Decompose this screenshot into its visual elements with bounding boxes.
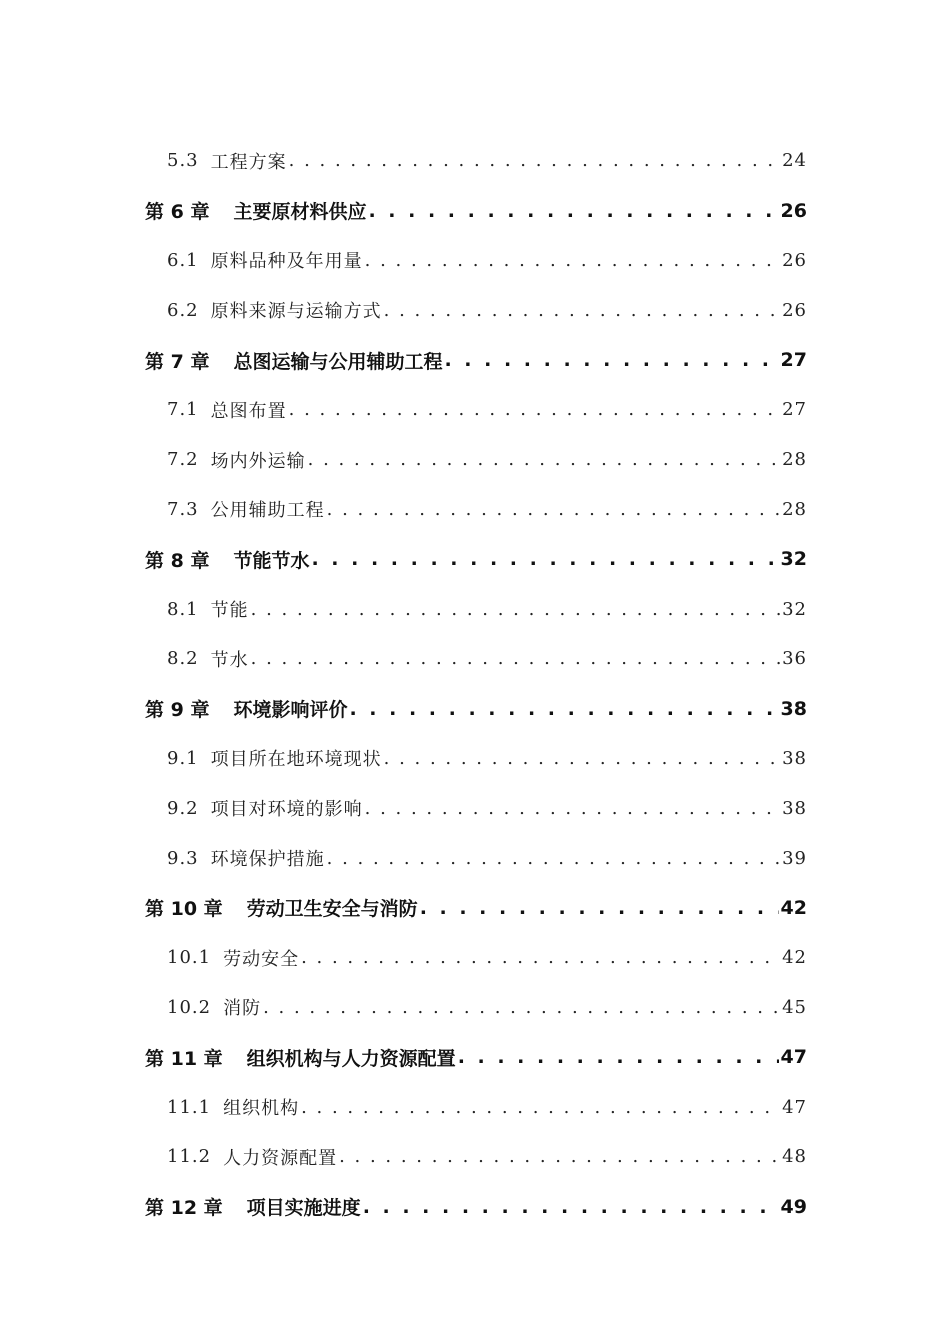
toc-number: 7.1 xyxy=(167,399,199,421)
toc-entry-5-3[interactable] xyxy=(145,136,807,186)
toc-entry-11-2[interactable] xyxy=(145,1132,807,1182)
toc-page-number: 47 xyxy=(782,1096,807,1118)
dot-leader xyxy=(251,599,780,620)
toc-title: 原料来源与运输方式 xyxy=(210,301,382,323)
toc-number: 7.3 xyxy=(167,498,199,520)
toc-entry-chapter-11[interactable] xyxy=(145,1032,807,1082)
dot-leader xyxy=(308,449,780,470)
toc-number: 第 11 章 xyxy=(145,1047,223,1070)
dot-leader xyxy=(289,150,780,171)
toc-page-number: 38 xyxy=(782,747,807,769)
dot-leader xyxy=(339,1146,780,1167)
toc-entry-chapter-9[interactable] xyxy=(145,684,807,734)
toc-number: 第 8 章 xyxy=(145,549,210,572)
toc-entry-10-1[interactable] xyxy=(145,933,807,983)
dot-leader xyxy=(301,947,780,968)
toc-entry-7-2[interactable] xyxy=(145,435,807,485)
toc-page-number: 48 xyxy=(782,1146,807,1168)
toc-entry-7-1[interactable] xyxy=(145,385,807,435)
toc-entry-7-3[interactable] xyxy=(145,485,807,535)
toc-page-number: 45 xyxy=(782,996,807,1018)
toc-title: 原料品种及年用量 xyxy=(210,251,363,273)
toc-number: 9.1 xyxy=(167,747,199,769)
toc-entry-6-1[interactable] xyxy=(145,236,807,286)
toc-title: 项目对环境的影响 xyxy=(210,799,363,821)
toc-page-number: 32 xyxy=(780,548,807,571)
toc-entry-9-3[interactable] xyxy=(145,833,807,883)
toc-number: 11.1 xyxy=(167,1096,212,1118)
toc-page-number: 27 xyxy=(780,349,807,372)
toc-page-number: 42 xyxy=(780,896,807,919)
toc-title: 公用辅助工程 xyxy=(210,500,325,522)
dot-leader xyxy=(349,698,778,720)
table-of-contents xyxy=(145,136,807,1232)
dot-leader xyxy=(263,997,780,1018)
toc-title: 工程方案 xyxy=(210,151,287,173)
toc-number: 9.3 xyxy=(167,847,199,869)
dot-leader xyxy=(311,548,778,570)
dot-leader xyxy=(365,798,780,819)
toc-number: 11.2 xyxy=(167,1146,212,1168)
toc-number: 第 7 章 xyxy=(145,350,210,373)
toc-entry-chapter-12[interactable] xyxy=(145,1182,807,1232)
toc-title: 劳动安全 xyxy=(223,948,300,970)
toc-page-number: 28 xyxy=(782,498,807,520)
toc-entry-chapter-8[interactable] xyxy=(145,534,807,584)
toc-number: 10.2 xyxy=(167,996,212,1018)
dot-leader xyxy=(368,200,778,222)
toc-number: 8.1 xyxy=(167,598,199,620)
toc-entry-chapter-6[interactable] xyxy=(145,186,807,236)
toc-page-number: 32 xyxy=(782,598,807,620)
dot-leader xyxy=(301,1097,780,1118)
toc-title: 项目所在地环境现状 xyxy=(210,749,382,771)
toc-number: 6.1 xyxy=(167,249,199,271)
toc-title: 场内外运输 xyxy=(210,450,306,472)
toc-title: 节能节水 xyxy=(233,549,310,572)
toc-entry-8-2[interactable] xyxy=(145,634,807,684)
toc-entry-11-1[interactable] xyxy=(145,1082,807,1132)
toc-title: 环境保护措施 xyxy=(210,849,325,871)
dot-leader xyxy=(327,499,780,520)
toc-page-number: 26 xyxy=(780,199,807,222)
toc-page-number: 28 xyxy=(782,449,807,471)
toc-page-number: 49 xyxy=(780,1195,807,1218)
toc-number: 第 9 章 xyxy=(145,699,210,722)
toc-number: 第 12 章 xyxy=(145,1197,223,1220)
dot-leader xyxy=(365,250,780,271)
toc-page-number: 42 xyxy=(782,947,807,969)
toc-number: 9.2 xyxy=(167,797,199,819)
toc-number: 6.2 xyxy=(167,299,199,321)
toc-entry-10-2[interactable] xyxy=(145,983,807,1033)
dot-leader xyxy=(420,897,779,919)
toc-entry-9-2[interactable] xyxy=(145,783,807,833)
toc-title: 节水 xyxy=(210,649,249,671)
toc-number: 8.2 xyxy=(167,648,199,670)
toc-entry-6-2[interactable] xyxy=(145,285,807,335)
dot-leader xyxy=(384,300,780,321)
toc-title: 消防 xyxy=(223,998,262,1020)
toc-number: 5.3 xyxy=(167,150,199,172)
toc-page-number: 24 xyxy=(782,150,807,172)
dot-leader xyxy=(458,1046,779,1068)
toc-entry-9-1[interactable] xyxy=(145,734,807,784)
toc-title: 主要原材料供应 xyxy=(233,201,367,224)
toc-number: 7.2 xyxy=(167,449,199,471)
toc-page-number: 26 xyxy=(782,249,807,271)
toc-page-number: 38 xyxy=(782,797,807,819)
toc-page-number: 39 xyxy=(782,847,807,869)
toc-page-number: 36 xyxy=(782,648,807,670)
dot-leader xyxy=(444,349,778,371)
toc-title: 环境影响评价 xyxy=(233,699,348,722)
toc-page-number: 38 xyxy=(780,697,807,720)
dot-leader xyxy=(363,1196,779,1218)
toc-title: 总图运输与公用辅助工程 xyxy=(233,350,443,373)
toc-page-number: 47 xyxy=(780,1046,807,1069)
toc-title: 总图布置 xyxy=(210,400,287,422)
toc-entry-chapter-10[interactable] xyxy=(145,883,807,933)
toc-title: 组织机构 xyxy=(223,1098,300,1120)
toc-entry-8-1[interactable] xyxy=(145,584,807,634)
toc-title: 劳动卫生安全与消防 xyxy=(246,898,418,921)
toc-page-number: 26 xyxy=(782,299,807,321)
toc-page-number: 27 xyxy=(782,399,807,421)
dot-leader xyxy=(327,848,780,869)
dot-leader xyxy=(384,748,780,769)
toc-number: 10.1 xyxy=(167,947,212,969)
toc-title: 节能 xyxy=(210,600,249,622)
toc-title: 人力资源配置 xyxy=(223,1147,338,1169)
toc-entry-chapter-7[interactable] xyxy=(145,335,807,385)
toc-number: 第 10 章 xyxy=(145,898,223,921)
toc-title: 项目实施进度 xyxy=(246,1197,361,1220)
dot-leader xyxy=(251,648,780,669)
toc-number: 第 6 章 xyxy=(145,201,210,224)
toc-title: 组织机构与人力资源配置 xyxy=(246,1047,456,1070)
dot-leader xyxy=(289,399,780,420)
